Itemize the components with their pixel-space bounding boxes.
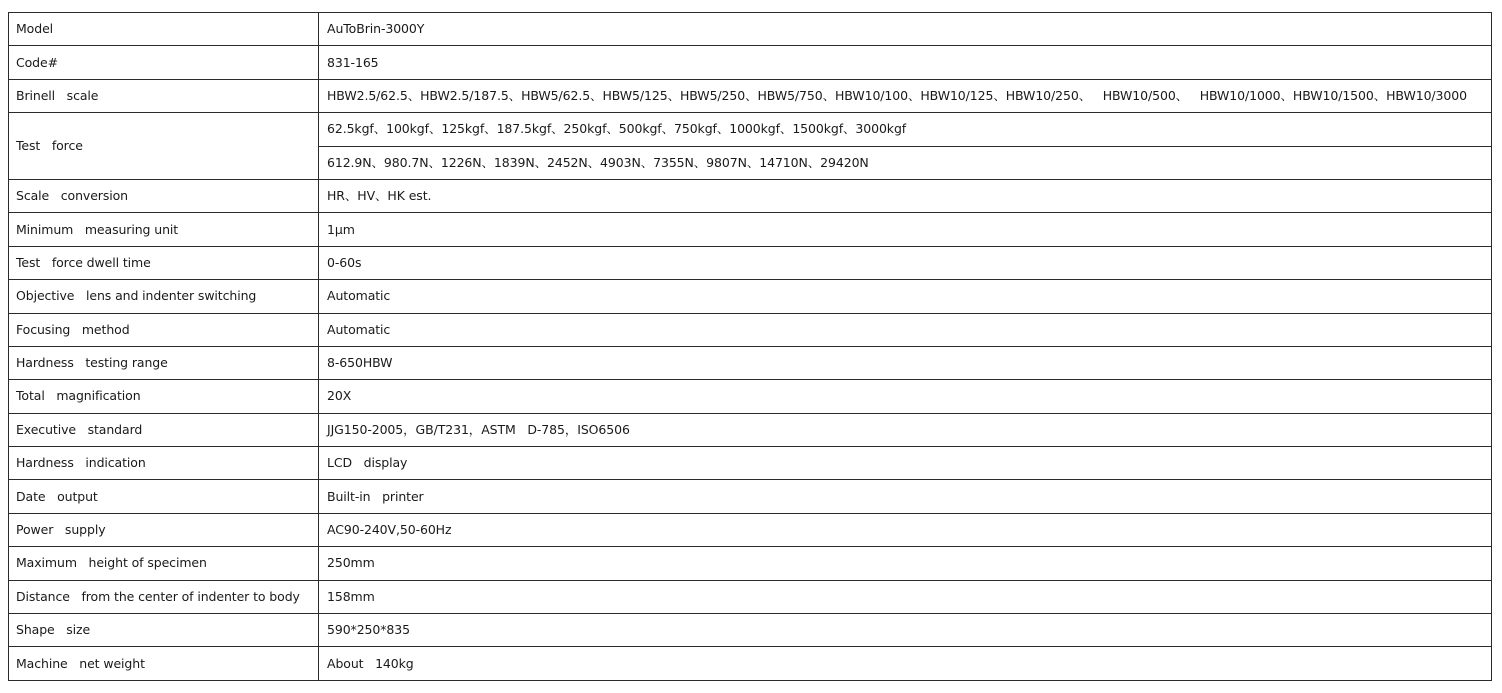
table-row <box>9 46 1492 79</box>
table-row <box>9 246 1492 279</box>
spec-value-lens-switching: Automatic <box>319 280 1492 313</box>
table-row <box>9 614 1492 647</box>
spec-label-lens-switching: Objective lens and indenter switching <box>9 280 319 313</box>
table-row <box>9 213 1492 246</box>
spec-value-power-supply: AC90-240V,50-60Hz <box>319 513 1492 546</box>
table-row <box>9 413 1492 446</box>
spec-value-indenter-distance: 158mm <box>319 580 1492 613</box>
spec-label-minimum-measuring-unit: Minimum measuring unit <box>9 213 319 246</box>
spec-label-model: Model <box>9 13 319 46</box>
table-row <box>9 647 1492 680</box>
spec-label-total-magnification: Total magnification <box>9 380 319 413</box>
spec-value-executive-standard: JJG150-2005，GB/T231，ASTM D-785，ISO6506 <box>319 413 1492 446</box>
spec-label-hardness-indication: Hardness indication <box>9 447 319 480</box>
spec-label-focusing-method: Focusing method <box>9 313 319 346</box>
spec-value-code: 831-165 <box>319 46 1492 79</box>
spec-label-shape-size: Shape size <box>9 614 319 647</box>
spec-value-test-force-kgf: 62.5kgf、100kgf、125kgf、187.5kgf、250kgf、500kgf、750kgf、1000kgf、1500kgf、3000kgf <box>319 113 1492 146</box>
table-row <box>9 280 1492 313</box>
spec-value-shape-size: 590*250*835 <box>319 614 1492 647</box>
table-row <box>9 346 1492 379</box>
spec-label-max-specimen-height: Maximum height of specimen <box>9 547 319 580</box>
table-row <box>9 380 1492 413</box>
table-row <box>9 179 1492 212</box>
spec-value-model: AuToBrin-3000Y <box>319 13 1492 46</box>
spec-value-total-magnification: 20X <box>319 380 1492 413</box>
table-row <box>9 113 1492 146</box>
table-row <box>9 580 1492 613</box>
table-row <box>9 547 1492 580</box>
spec-value-focusing-method: Automatic <box>319 313 1492 346</box>
spec-value-hardness-indication: LCD display <box>319 447 1492 480</box>
spec-label-dwell-time: Test force dwell time <box>9 246 319 279</box>
spec-label-testing-range: Hardness testing range <box>9 346 319 379</box>
spec-label-executive-standard: Executive standard <box>9 413 319 446</box>
table-row <box>9 447 1492 480</box>
spec-value-max-specimen-height: 250mm <box>319 547 1492 580</box>
table-row <box>9 79 1492 112</box>
spec-value-brinell-scale: HBW2.5/62.5、HBW2.5/187.5、HBW5/62.5、HBW5/125、HBW5/250、HBW5/750、HBW10/100、HBW10/125、HBW10/250、 HBW10/500、 HBW10/1000、HBW10/1500、HBW10/3000 <box>319 79 1492 112</box>
spec-label-date-output: Date output <box>9 480 319 513</box>
table-row <box>9 513 1492 546</box>
table-row <box>9 480 1492 513</box>
spec-label-net-weight: Machine net weight <box>9 647 319 680</box>
table-row <box>9 13 1492 46</box>
spec-value-minimum-measuring-unit: 1μm <box>319 213 1492 246</box>
table-row <box>9 313 1492 346</box>
spec-label-scale-conversion: Scale conversion <box>9 179 319 212</box>
spec-value-testing-range: 8-650HBW <box>319 346 1492 379</box>
spec-value-scale-conversion: HR、HV、HK est. <box>319 179 1492 212</box>
spec-value-net-weight: About 140kg <box>319 647 1492 680</box>
specification-table <box>8 12 1492 681</box>
spec-label-code: Code# <box>9 46 319 79</box>
spec-value-date-output: Built-in printer <box>319 480 1492 513</box>
spec-label-power-supply: Power supply <box>9 513 319 546</box>
spec-label-test-force: Test force <box>9 113 319 180</box>
spec-value-dwell-time: 0-60s <box>319 246 1492 279</box>
spec-value-test-force-newton: 612.9N、980.7N、1226N、1839N、2452N、4903N、7355N、9807N、14710N、29420N <box>319 146 1492 179</box>
spec-label-brinell-scale: Brinell scale <box>9 79 319 112</box>
spec-label-indenter-distance: Distance from the center of indenter to body <box>9 580 319 613</box>
